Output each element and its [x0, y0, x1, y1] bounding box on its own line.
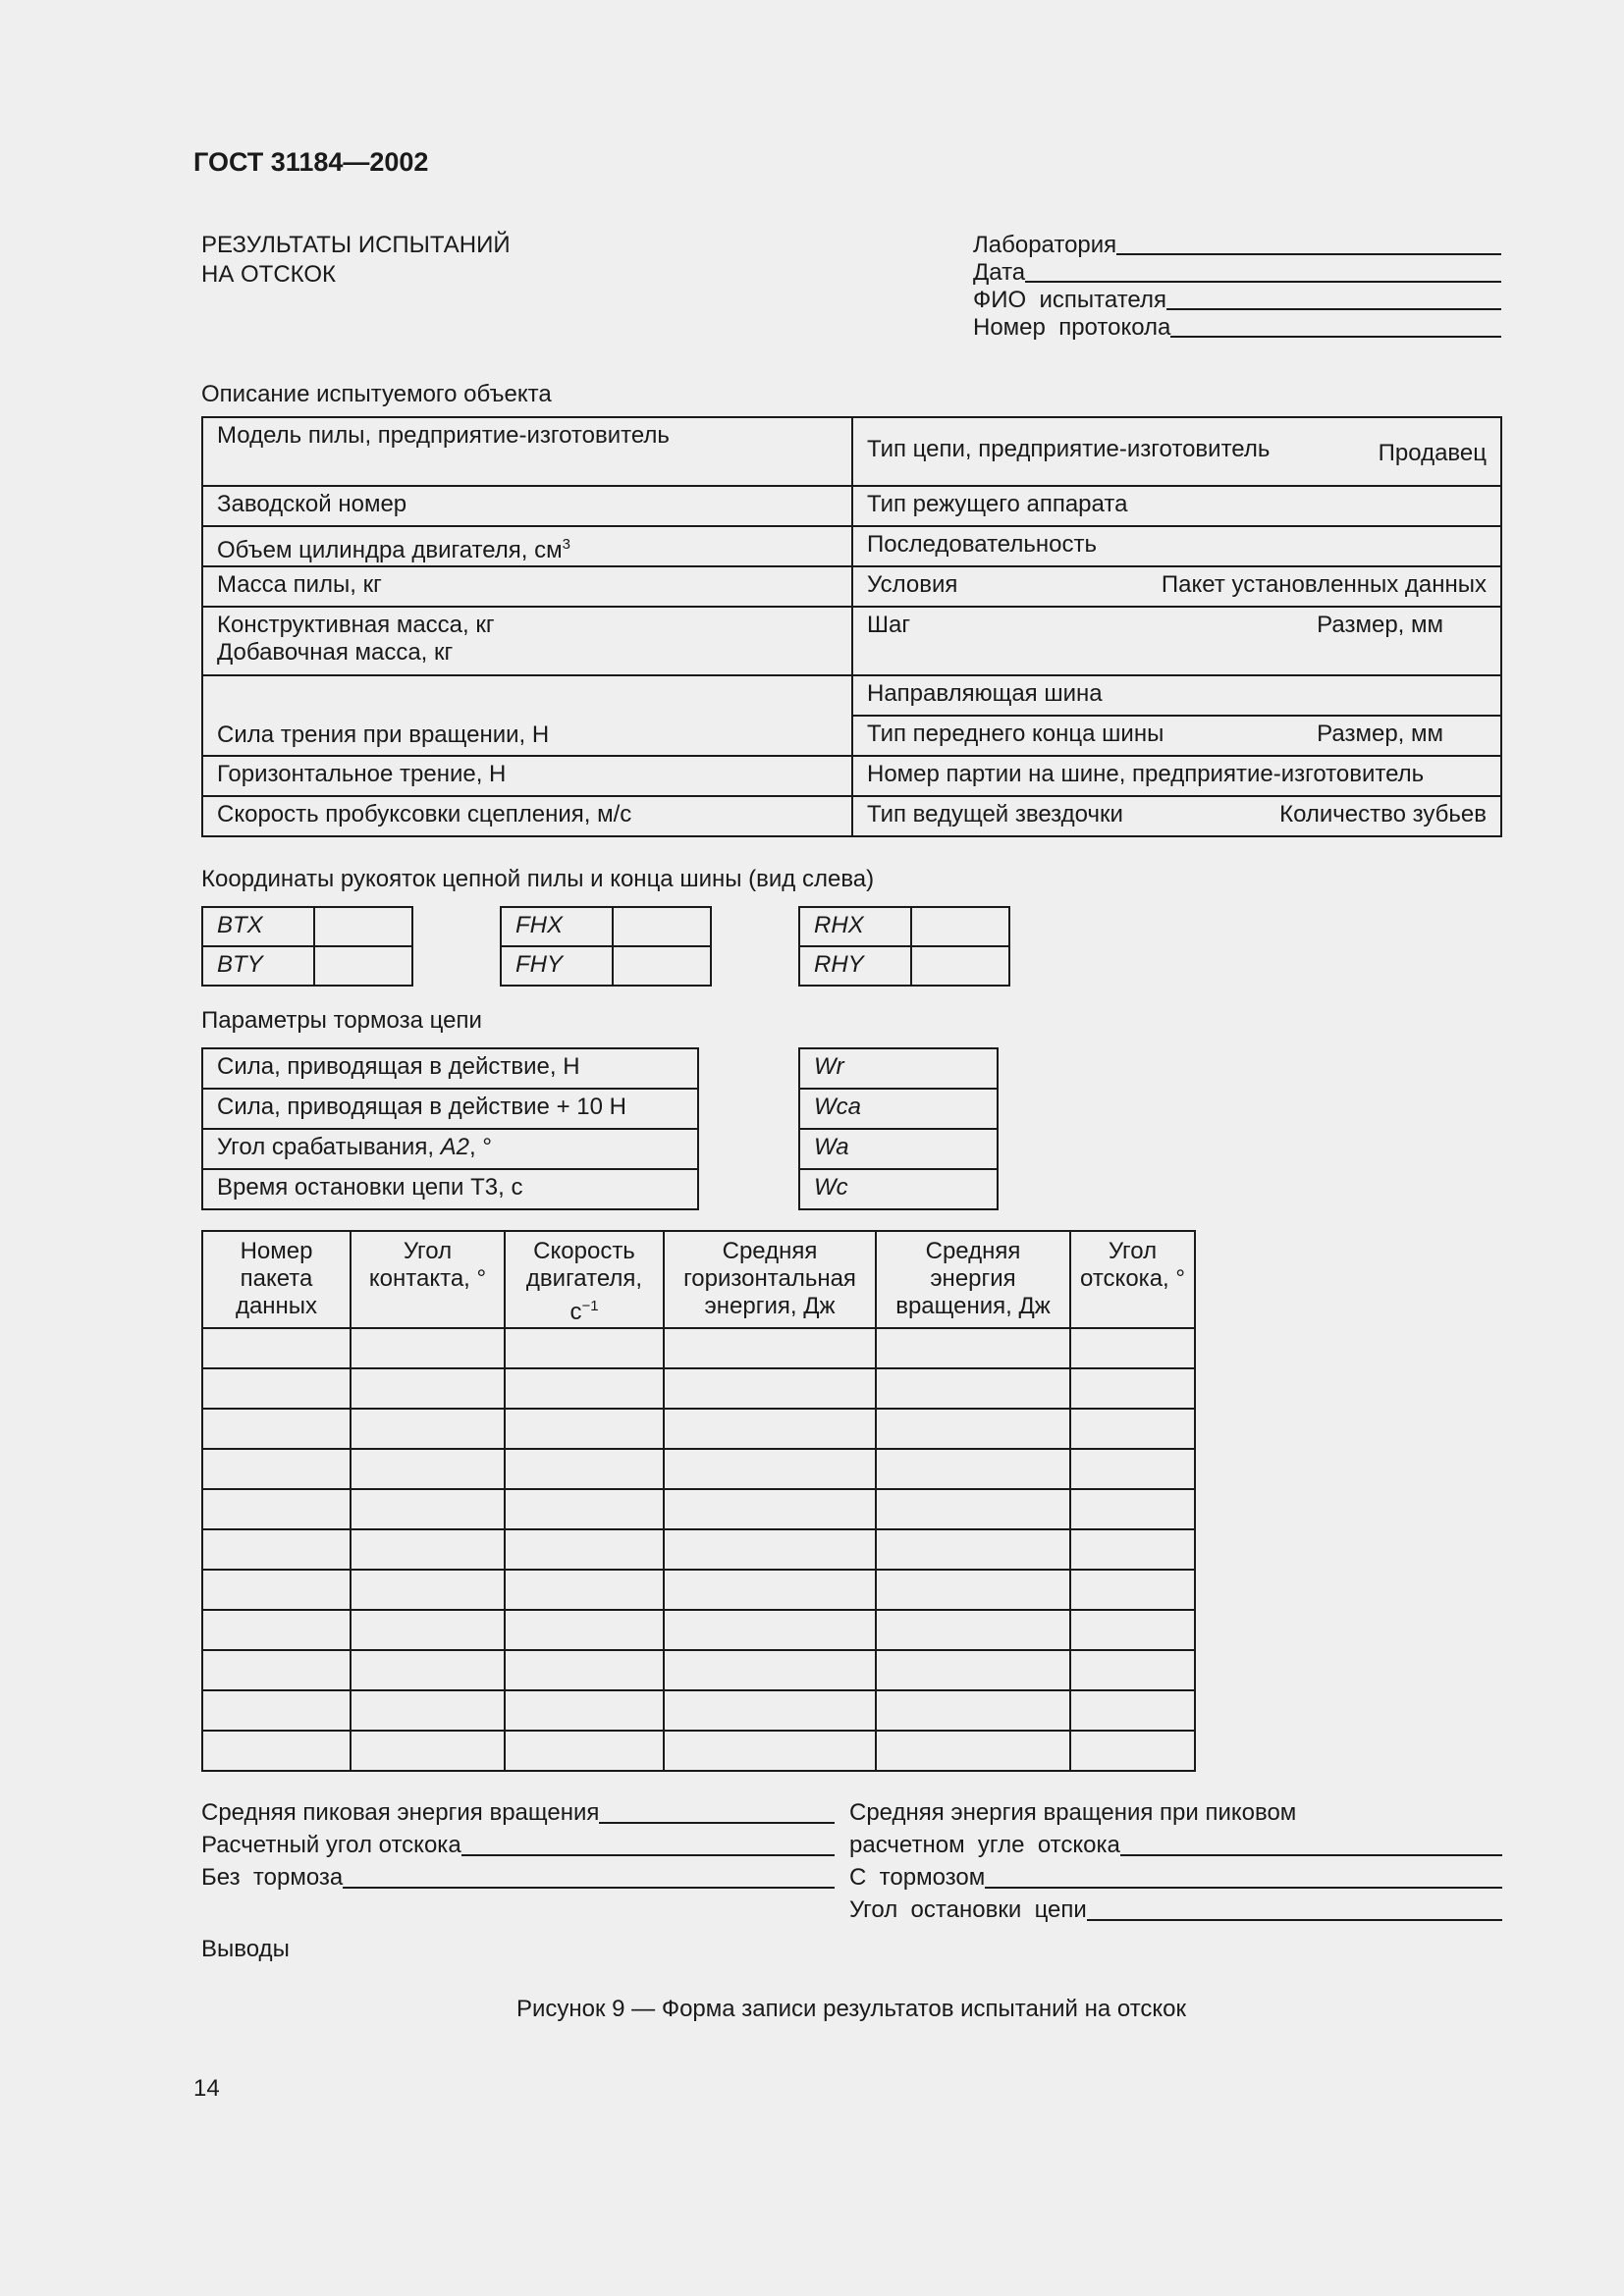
results-header-kickback-angle: Угол отскока, ° — [1070, 1231, 1195, 1328]
conclusions-label: Выводы — [201, 1936, 290, 1962]
object-cell[interactable] — [202, 675, 852, 756]
results-cell[interactable] — [1070, 1610, 1195, 1650]
form-title-line-1: РЕЗУЛЬТАТЫ ИСПЫТАНИЙ — [201, 232, 511, 258]
results-cell[interactable] — [664, 1690, 876, 1731]
results-cell[interactable] — [202, 1570, 351, 1610]
results-row — [202, 1409, 1195, 1449]
object-cell[interactable] — [852, 486, 1501, 526]
results-cell[interactable] — [202, 1368, 351, 1409]
results-cell[interactable] — [1070, 1328, 1195, 1368]
results-row — [202, 1529, 1195, 1570]
results-cell[interactable] — [664, 1650, 876, 1690]
results-row — [202, 1690, 1195, 1731]
results-cell[interactable] — [351, 1409, 505, 1449]
results-cell[interactable] — [664, 1449, 876, 1489]
results-cell[interactable] — [202, 1328, 351, 1368]
brake-param-row[interactable]: Сила, приводящая в действие, Н — [202, 1048, 698, 1089]
guide-bar-label: Направляющая шина — [867, 680, 1103, 707]
teeth-count-label: Количество зубьев — [1279, 801, 1487, 828]
results-cell[interactable] — [505, 1529, 664, 1570]
coord-table-fh — [500, 906, 712, 987]
date-field[interactable] — [973, 259, 1501, 287]
results-cell[interactable] — [876, 1650, 1070, 1690]
results-header-horizontal-energy: Средняя горизонтальная энергия, Дж — [664, 1231, 876, 1328]
additional-mass-label: Добавочная масса, кг — [217, 639, 454, 666]
results-cell[interactable] — [876, 1409, 1070, 1449]
results-cell[interactable] — [664, 1731, 876, 1771]
size-mm-label: Размер, мм — [1317, 721, 1443, 747]
coordinates-heading: Координаты рукояток цепной пилы и конца шины (вид слева) — [201, 866, 875, 892]
horizontal-friction-label: Горизонтальное трение, Н — [217, 761, 507, 787]
object-section-heading: Описание испытуемого объекта — [201, 381, 552, 407]
results-cell[interactable] — [505, 1489, 664, 1529]
results-cell[interactable] — [505, 1449, 664, 1489]
coord-label: BTY — [202, 946, 314, 986]
energy-w-table — [798, 1047, 999, 1210]
results-cell[interactable] — [1070, 1529, 1195, 1570]
calc-kickback-angle-field[interactable]: Расчетный угол отскока — [201, 1832, 835, 1859]
results-cell[interactable] — [351, 1610, 505, 1650]
results-cell[interactable] — [351, 1731, 505, 1771]
results-cell[interactable] — [876, 1731, 1070, 1771]
object-cell[interactable] — [852, 756, 1501, 796]
results-cell[interactable] — [505, 1610, 664, 1650]
results-cell[interactable] — [664, 1328, 876, 1368]
results-table — [201, 1230, 1196, 1772]
results-cell[interactable] — [1070, 1570, 1195, 1610]
results-cell[interactable] — [876, 1529, 1070, 1570]
results-cell[interactable] — [505, 1328, 664, 1368]
w-param-row[interactable]: Wa — [799, 1129, 998, 1169]
object-cell[interactable] — [202, 486, 852, 526]
object-description-table — [201, 416, 1502, 837]
coord-label: RHY — [799, 946, 911, 986]
w-param-row[interactable]: Wr — [799, 1048, 998, 1089]
results-cell[interactable] — [202, 1409, 351, 1449]
object-cell[interactable] — [852, 417, 1501, 486]
results-cell[interactable] — [202, 1690, 351, 1731]
results-row — [202, 1610, 1195, 1650]
form-title-line-2: НА ОТСКОК — [201, 261, 337, 288]
results-cell[interactable] — [351, 1690, 505, 1731]
results-cell[interactable] — [664, 1529, 876, 1570]
results-cell[interactable] — [1070, 1731, 1195, 1771]
drive-sprocket-type-label: Тип ведущей звездочки — [867, 801, 1123, 828]
design-mass-label: Конструктивная масса, кг — [217, 612, 495, 638]
results-cell[interactable] — [876, 1690, 1070, 1731]
results-cell[interactable] — [505, 1731, 664, 1771]
rotation-friction-label: Сила трения при вращении, Н — [217, 721, 550, 748]
protocol-number-label: Номер протокола — [973, 314, 1171, 341]
results-cell[interactable] — [202, 1529, 351, 1570]
cutting-unit-type-label: Тип режущего аппарата — [867, 491, 1128, 517]
cylinder-volume-label: Объем цилиндра двигателя, $см^3$ — [217, 536, 570, 563]
brake-param-row[interactable]: Угол срабатывания, A2, ° — [202, 1129, 698, 1169]
clutch-slip-speed-label: Скорость пробуксовки сцепления, м/с — [217, 801, 632, 828]
object-cell[interactable] — [852, 566, 1501, 607]
calc-kickback-angle-right-field[interactable]: расчетном угле отскока — [849, 1832, 1502, 1859]
object-cell[interactable] — [852, 526, 1501, 566]
serial-number-label: Заводской номер — [217, 491, 407, 517]
document-header: ГОСТ 31184—2002 — [193, 147, 429, 177]
object-cell[interactable] — [852, 796, 1501, 836]
brake-params-table — [201, 1047, 699, 1210]
results-cell[interactable] — [351, 1368, 505, 1409]
form-title — [201, 231, 511, 290]
tester-name-field[interactable] — [973, 287, 1501, 314]
results-cell[interactable] — [505, 1570, 664, 1610]
results-cell[interactable] — [351, 1328, 505, 1368]
page-number: 14 — [193, 2075, 220, 2102]
coord-label: BTX — [202, 907, 314, 946]
results-cell[interactable] — [1070, 1409, 1195, 1449]
chain-type-label: Тип цепи, предприятие-изготовитель — [867, 436, 1271, 462]
results-cell[interactable] — [351, 1529, 505, 1570]
results-row — [202, 1650, 1195, 1690]
object-cell[interactable] — [852, 607, 1501, 675]
coord-value-cell[interactable] — [613, 946, 711, 986]
results-cell[interactable] — [202, 1731, 351, 1771]
coord-label: RHX — [799, 907, 911, 946]
conditions-label: Условия — [867, 571, 958, 598]
results-cell[interactable] — [876, 1570, 1070, 1610]
results-row — [202, 1368, 1195, 1409]
results-cell[interactable] — [1070, 1489, 1195, 1529]
brake-heading: Параметры тормоза цепи — [201, 1007, 482, 1034]
results-header-rotation-energy: Средняя энергия вращения, Дж — [876, 1231, 1070, 1328]
chain-stop-angle-field[interactable]: Угол остановки цепи — [849, 1896, 1502, 1924]
results-cell[interactable] — [202, 1489, 351, 1529]
results-cell[interactable] — [664, 1489, 876, 1529]
results-header-engine-speed: Скорость двигателя, $с^{-1}$ — [505, 1231, 664, 1328]
coord-value-cell[interactable] — [911, 907, 1009, 946]
date-label: Дата — [973, 259, 1026, 286]
results-cell[interactable] — [505, 1650, 664, 1690]
object-cell[interactable] — [852, 716, 1501, 756]
coord-value-cell[interactable] — [314, 907, 412, 946]
results-cell[interactable] — [664, 1368, 876, 1409]
brake-param-row[interactable]: Время остановки цепи Т3, с — [202, 1169, 698, 1209]
results-cell[interactable] — [664, 1409, 876, 1449]
results-row — [202, 1570, 1195, 1610]
coord-table-bt — [201, 906, 413, 987]
results-cell[interactable] — [876, 1449, 1070, 1489]
results-cell[interactable] — [1070, 1368, 1195, 1409]
results-cell[interactable] — [664, 1570, 876, 1610]
results-cell[interactable] — [505, 1368, 664, 1409]
results-cell[interactable] — [351, 1650, 505, 1690]
with-brake-field[interactable]: С тормозом — [849, 1864, 1502, 1892]
results-row — [202, 1449, 1195, 1489]
object-cell[interactable] — [202, 796, 852, 836]
results-cell[interactable] — [1070, 1690, 1195, 1731]
object-cell[interactable] — [202, 417, 852, 486]
w-param-row[interactable]: Wc — [799, 1169, 998, 1209]
results-cell[interactable] — [351, 1570, 505, 1610]
pitch-label: Шаг — [867, 612, 911, 638]
object-cell[interactable] — [202, 526, 852, 566]
saw-mass-label: Масса пилы, кг — [217, 571, 382, 598]
coord-value-cell[interactable] — [613, 907, 711, 946]
w-param-row[interactable]: Wca — [799, 1089, 998, 1129]
object-cell[interactable] — [202, 756, 852, 796]
results-cell[interactable] — [876, 1368, 1070, 1409]
coord-value-cell[interactable] — [314, 946, 412, 986]
laboratory-label: Лаборатория — [973, 232, 1117, 258]
results-header-packet: Номер пакета данных — [202, 1231, 351, 1328]
results-cell[interactable] — [664, 1610, 876, 1650]
seller-label: Продавец — [1378, 440, 1487, 466]
tester-name-label: ФИО испытателя — [973, 287, 1166, 313]
brake-param-row[interactable]: Сила, приводящая в действие + 10 Н — [202, 1089, 698, 1129]
results-cell[interactable] — [876, 1489, 1070, 1529]
results-cell[interactable] — [1070, 1650, 1195, 1690]
results-row — [202, 1731, 1195, 1771]
avg-rotation-energy-peak-label: Средняя энергия вращения при пиковом — [849, 1799, 1297, 1826]
coord-value-cell[interactable] — [911, 946, 1009, 986]
without-brake-field[interactable]: Без тормоза — [201, 1864, 835, 1892]
object-cell[interactable] — [202, 607, 852, 675]
object-cell[interactable] — [202, 566, 852, 607]
data-package-label: Пакет установленных данных — [1161, 571, 1487, 598]
bar-nose-type-label: Тип переднего конца шины — [867, 721, 1164, 747]
results-cell[interactable] — [505, 1409, 664, 1449]
size-mm-label: Размер, мм — [1317, 612, 1443, 638]
coord-table-rh — [798, 906, 1010, 987]
results-row — [202, 1328, 1195, 1368]
results-row — [202, 1489, 1195, 1529]
results-cell[interactable] — [876, 1610, 1070, 1650]
results-cell[interactable] — [505, 1690, 664, 1731]
avg-peak-rotation-energy-field[interactable]: Средняя пиковая энергия вращения — [201, 1799, 835, 1827]
results-cell[interactable] — [202, 1449, 351, 1489]
results-cell[interactable] — [202, 1610, 351, 1650]
results-cell[interactable] — [351, 1449, 505, 1489]
object-cell[interactable] — [852, 675, 1501, 716]
protocol-number-field[interactable] — [973, 314, 1501, 342]
results-cell[interactable] — [1070, 1449, 1195, 1489]
sequence-label: Последовательность — [867, 531, 1097, 558]
saw-model-label: Модель пилы, предприятие-изготовитель — [217, 422, 670, 449]
results-cell[interactable] — [351, 1489, 505, 1529]
bar-batch-label: Номер партии на шине, предприятие-изготовитель — [867, 761, 1425, 787]
coord-label: FHY — [501, 946, 613, 986]
laboratory-field[interactable] — [973, 232, 1501, 259]
results-header-contact-angle: Угол контакта, ° — [351, 1231, 505, 1328]
coord-label: FHX — [501, 907, 613, 946]
figure-caption: Рисунок 9 — Форма записи результатов испытаний на отскок — [515, 1996, 1187, 2022]
results-cell[interactable] — [876, 1328, 1070, 1368]
results-cell[interactable] — [202, 1650, 351, 1690]
